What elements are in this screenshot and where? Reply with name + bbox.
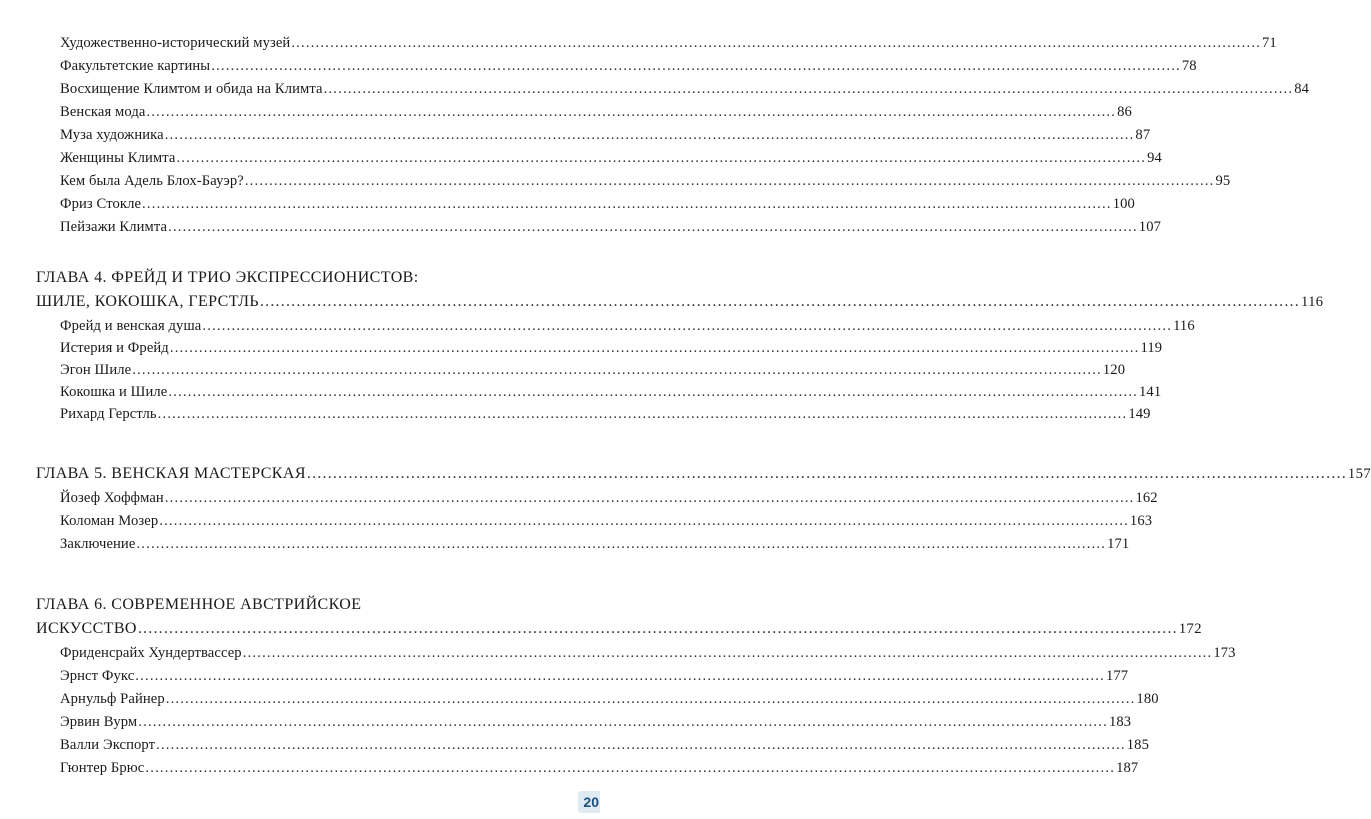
dot-leader: ........................................................................................................................................................................................................ [306, 465, 1347, 482]
toc-entry-page: 100 [1112, 196, 1135, 212]
chapter-6-entry[interactable] [36, 619, 1202, 639]
toc-entry-page: 78 [1181, 58, 1197, 74]
toc-entry-page: 187 [1116, 760, 1139, 776]
chapter-5-page: 157 [1347, 466, 1371, 482]
dot-leader: ........................................................................................................................................................................................................ [168, 384, 1139, 400]
dot-leader: ........................................................................................................................................................................................................ [164, 127, 1135, 143]
chapter-6-heading-line2: ИСКУССТВО [36, 620, 137, 637]
dot-leader: ........................................................................................................................................................................................................ [291, 35, 1262, 51]
toc-entry[interactable] [60, 735, 1149, 755]
chapter-4-heading-line2: ШИЛЕ, КОКОШКА, ГЕРСТЛЬ [36, 293, 259, 310]
toc-entry-title: Коломан Мозер [60, 513, 159, 529]
toc-entry[interactable] [60, 33, 1277, 53]
toc-entry[interactable] [60, 194, 1135, 214]
dot-leader: ........................................................................................................................................................................................................ [323, 81, 1294, 97]
dot-leader: ........................................................................................................................................................................................................ [138, 714, 1108, 730]
toc-entry-page: 84 [1294, 81, 1310, 97]
toc-entry[interactable] [60, 488, 1158, 508]
toc-entry-title: Эгон Шиле [60, 362, 132, 378]
dot-leader: ........................................................................................................................................................................................................ [156, 737, 1126, 753]
toc-entry-title: Валли Экспорт [60, 737, 156, 753]
dot-leader: ........................................................................................................................................................................................................ [146, 104, 1117, 120]
dot-leader: ........................................................................................................................................................................................................ [135, 668, 1105, 684]
page-number: 20 [578, 791, 600, 813]
toc-entry[interactable] [60, 382, 1162, 402]
toc-entry-title: Кокошка и Шиле [60, 384, 168, 400]
toc-entry-page: 141 [1139, 384, 1162, 400]
toc-entry-title: Заключение [60, 536, 136, 552]
toc-entry[interactable] [60, 102, 1132, 122]
toc-entry[interactable] [60, 171, 1231, 191]
toc-entry[interactable] [60, 316, 1195, 336]
toc-entry-title: Муза художника [60, 127, 164, 143]
toc-entry-title: Гюнтер Брюс [60, 760, 145, 776]
toc-entry-page: 86 [1117, 104, 1132, 120]
dot-leader: ........................................................................................................................................................................................................ [211, 58, 1181, 74]
toc-entry-title: Восхищение Климтом и обида на Климта [60, 81, 323, 97]
toc-entry[interactable] [60, 712, 1132, 732]
dot-leader: ........................................................................................................................................................................................................ [169, 340, 1140, 356]
dot-leader: ........................................................................................................................................................................................................ [168, 219, 1138, 235]
toc-entry-title: Эрнст Фукс [60, 668, 135, 684]
toc-entry-page: 171 [1107, 536, 1130, 552]
toc-entry-page: 87 [1135, 127, 1151, 143]
dot-leader: ........................................................................................................................................................................................................ [259, 293, 1300, 310]
toc-entry[interactable] [60, 56, 1197, 76]
toc-entry-page: 120 [1102, 362, 1126, 378]
dot-leader: ........................................................................................................................................................................................................ [157, 406, 1128, 422]
toc-entry-title: Кем была Адель Блох-Бауэр? [60, 173, 244, 189]
chapter-4-entry[interactable] [36, 292, 1324, 312]
dot-leader: ........................................................................................................................................................................................................ [145, 760, 1116, 776]
toc-entry-page: 107 [1138, 219, 1161, 235]
toc-entry-title: Венская мода [60, 104, 146, 120]
toc-entry[interactable] [60, 511, 1153, 531]
toc-entry-title: Арнульф Райнер [60, 691, 165, 707]
dot-leader: ........................................................................................................................................................................................................ [164, 490, 1135, 506]
dot-leader: ........................................................................................................................................................................................................ [137, 620, 1178, 637]
toc-entry-title: Истерия и Фрейд [60, 340, 169, 356]
toc-entry[interactable] [60, 758, 1139, 778]
toc-entry[interactable] [60, 217, 1161, 237]
toc-entry[interactable] [60, 643, 1236, 663]
toc-entry-title: Эрвин Вурм [60, 714, 138, 730]
toc-entry-title: Художественно-исторический музей [60, 35, 291, 51]
toc-entry[interactable] [60, 534, 1130, 554]
toc-entry-title: Йозеф Хоффман [60, 490, 164, 506]
dot-leader: ........................................................................................................................................................................................................ [176, 150, 1147, 166]
toc-entry-page: 163 [1129, 513, 1153, 529]
toc-entry-title: Женщины Климта [60, 150, 176, 166]
toc-entry-page: 185 [1126, 737, 1149, 753]
toc-entry[interactable] [60, 360, 1126, 380]
toc-entry-page: 183 [1108, 714, 1132, 730]
chapter-5-entry[interactable] [36, 464, 1371, 484]
toc-entry-page: 95 [1215, 173, 1231, 189]
dot-leader: ........................................................................................................................................................................................................ [165, 691, 1136, 707]
toc-entry-page: 173 [1213, 645, 1236, 661]
toc-entry[interactable] [60, 79, 1310, 99]
toc-entry-page: 149 [1128, 406, 1151, 422]
chapter-6-heading-line1: ГЛАВА 6. СОВРЕМЕННОЕ АВСТРИЙСКОЕ [36, 596, 362, 613]
toc-entry-title: Рихард Герстль [60, 406, 157, 422]
toc-entry-page: 162 [1135, 490, 1158, 506]
chapter-6-page: 172 [1178, 621, 1202, 637]
toc-entry-title: Фриденсрайх Хундертвассер [60, 645, 242, 661]
dot-leader: ........................................................................................................................................................................................................ [132, 362, 1102, 378]
toc-entry[interactable] [60, 404, 1151, 424]
dot-leader: ........................................................................................................................................................................................................ [136, 536, 1107, 552]
toc-entry[interactable] [60, 666, 1129, 686]
toc-entry-title: Пейзажи Климта [60, 219, 168, 235]
toc-entry-title: Фрейд и венская душа [60, 318, 202, 334]
toc-entry-page: 71 [1262, 35, 1277, 51]
toc-entry-page: 116 [1173, 318, 1195, 334]
dot-leader: ........................................................................................................................................................................................................ [159, 513, 1129, 529]
toc-entry[interactable] [60, 125, 1151, 145]
toc-entry-page: 119 [1140, 340, 1163, 356]
toc-entry-title: Факультетские картины [60, 58, 211, 74]
dot-leader: ........................................................................................................................................................................................................ [242, 645, 1213, 661]
toc-entry[interactable] [60, 689, 1159, 709]
dot-leader: ........................................................................................................................................................................................................ [244, 173, 1215, 189]
dot-leader: ........................................................................................................................................................................................................ [202, 318, 1173, 334]
toc-entry-page: 177 [1105, 668, 1129, 684]
toc-entry[interactable] [60, 338, 1163, 358]
toc-entry-page: 180 [1136, 691, 1159, 707]
dot-leader: ........................................................................................................................................................................................................ [142, 196, 1112, 212]
toc-entry-page: 94 [1147, 150, 1162, 166]
toc-entry[interactable] [60, 148, 1162, 168]
chapter-5-heading: ГЛАВА 5. ВЕНСКАЯ МАСТЕРСКАЯ [36, 465, 306, 482]
toc-entry-title: Фриз Стокле [60, 196, 142, 212]
chapter-4-heading-line1: ГЛАВА 4. ФРЕЙД И ТРИО ЭКСПРЕССИОНИСТОВ: [36, 269, 419, 286]
chapter-4-page: 116 [1300, 294, 1324, 310]
